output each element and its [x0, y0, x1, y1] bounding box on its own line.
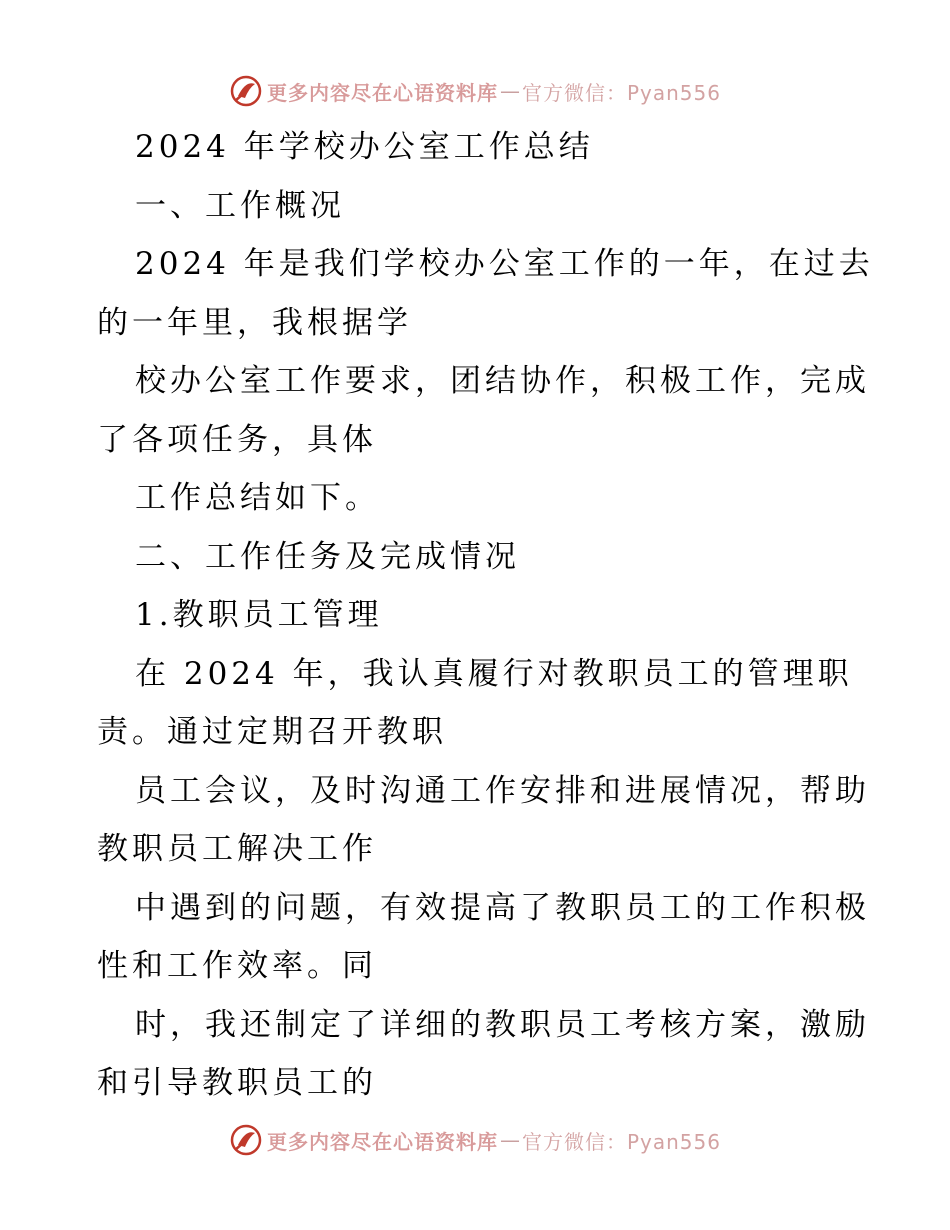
paragraph-line: 和引导教职员工的 [97, 1065, 377, 1101]
watermark-wechat-text: 官方微信：Pyan556 [521, 80, 721, 105]
section-heading: 二、工作任务及完成情况 [135, 538, 520, 575]
section-heading: 一、工作概况 [135, 187, 345, 224]
paragraph-line: 2024 年是我们学校办公室工作的一年，在过去 [135, 246, 874, 282]
paragraph-line: 性和工作效率。同 [97, 948, 377, 984]
watermark-site-text: 更多内容尽在心语资料库 [266, 1129, 498, 1154]
paragraph-line: 在 2024 年，我认真履行对教职员工的管理职 [135, 655, 853, 692]
paragraph-line: 责。通过定期召开教职 [97, 714, 447, 750]
paragraph-line: 时，我还制定了详细的教职员工考核方案，激励 [135, 1006, 870, 1043]
paragraph-line: 员工会议，及时沟通工作安排和进展情况，帮助 [135, 772, 870, 809]
watermark-wechat-text: 官方微信：Pyan556 [521, 1129, 721, 1154]
watermark-dash: — [499, 1128, 520, 1152]
paragraph-line: 了各项任务，具体 [97, 421, 377, 458]
watermark-site-text: 更多内容尽在心语资料库 [266, 80, 498, 105]
subsection-heading: 1.教职员工管理 [135, 597, 383, 633]
document-body [97, 118, 874, 1113]
paragraph-line: 教职员工解决工作 [97, 831, 377, 867]
logo-icon [229, 1123, 263, 1157]
paragraph-line: 的一年里，我根据学 [97, 304, 412, 341]
paragraph-line: 中遇到的问题，有效提高了教职员工的工作积极 [135, 889, 870, 926]
footer-watermark [0, 1120, 950, 1160]
header-watermark [0, 71, 950, 111]
paragraph-line: 校办公室工作要求，团结协作，积极工作，完成 [135, 363, 870, 399]
logo-icon [229, 74, 263, 108]
paragraph-line: 工作总结如下。 [135, 480, 380, 516]
watermark-dash: — [499, 79, 520, 103]
doc-title: 2024 年学校办公室工作总结 [135, 129, 594, 165]
